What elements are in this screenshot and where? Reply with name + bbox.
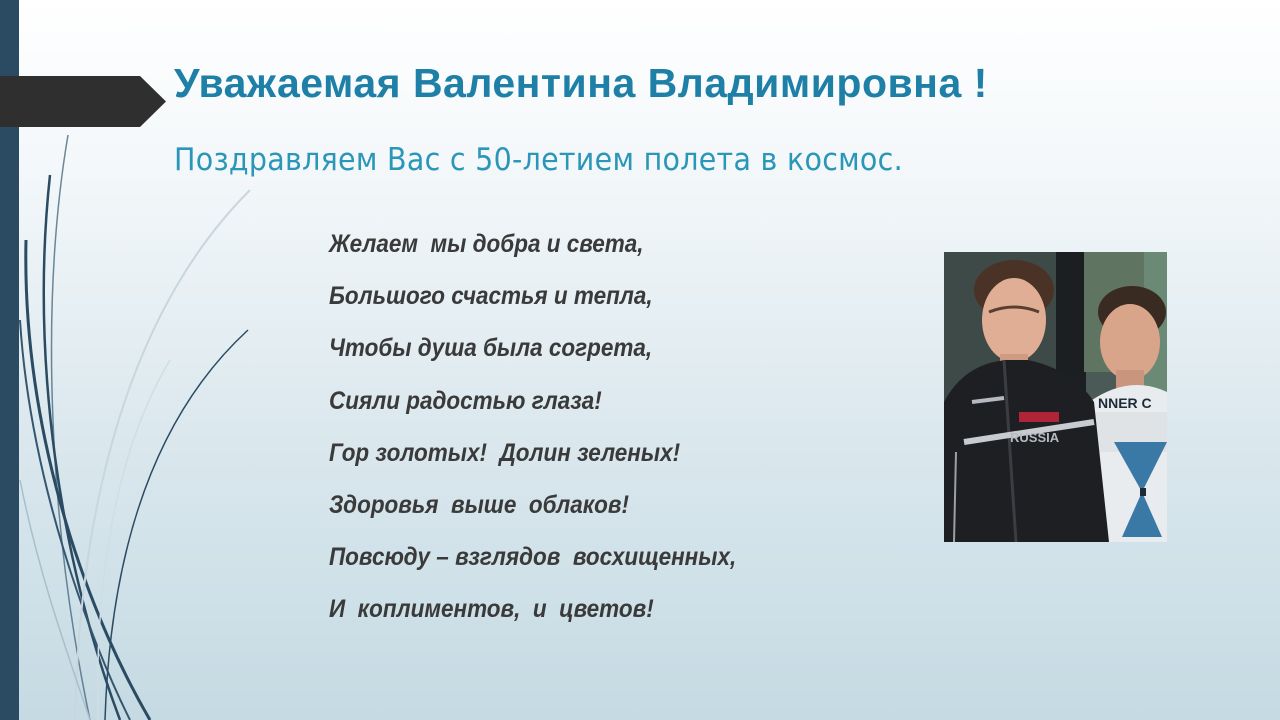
poem-line: Желаем мы добра и света, [329, 230, 644, 258]
swoosh-line [75, 190, 250, 720]
poem-line: Гор золотых! Долин зеленых! [329, 438, 681, 467]
poem-line: Здоровья выше облаков! [329, 490, 629, 519]
poem [329, 224, 782, 642]
page-title: Уважаемая Валентина Владимировна ! [174, 60, 988, 106]
poem-line: Большого счастья и тепла, [329, 282, 653, 311]
poem-line: Сияли радостью глаза! [329, 386, 602, 415]
poem-line: Повсюду – взглядов восхищенных, [329, 543, 737, 572]
swoosh-line [20, 320, 130, 720]
title-arrow-tab [0, 76, 166, 127]
swoosh-line [105, 330, 248, 720]
swoosh-line [52, 135, 90, 720]
shirt-text-left: RUSSIA [1010, 430, 1060, 445]
photo-two-boys [944, 252, 1167, 542]
poem-line: И коплиментов, и цветов! [329, 595, 654, 624]
page-subtitle: Поздравляем Вас с 50-летием полета в космос. [174, 142, 903, 178]
shirt-text-right: NNER C [1098, 395, 1152, 411]
poem-line: Чтобы душа была согрета, [329, 334, 653, 363]
